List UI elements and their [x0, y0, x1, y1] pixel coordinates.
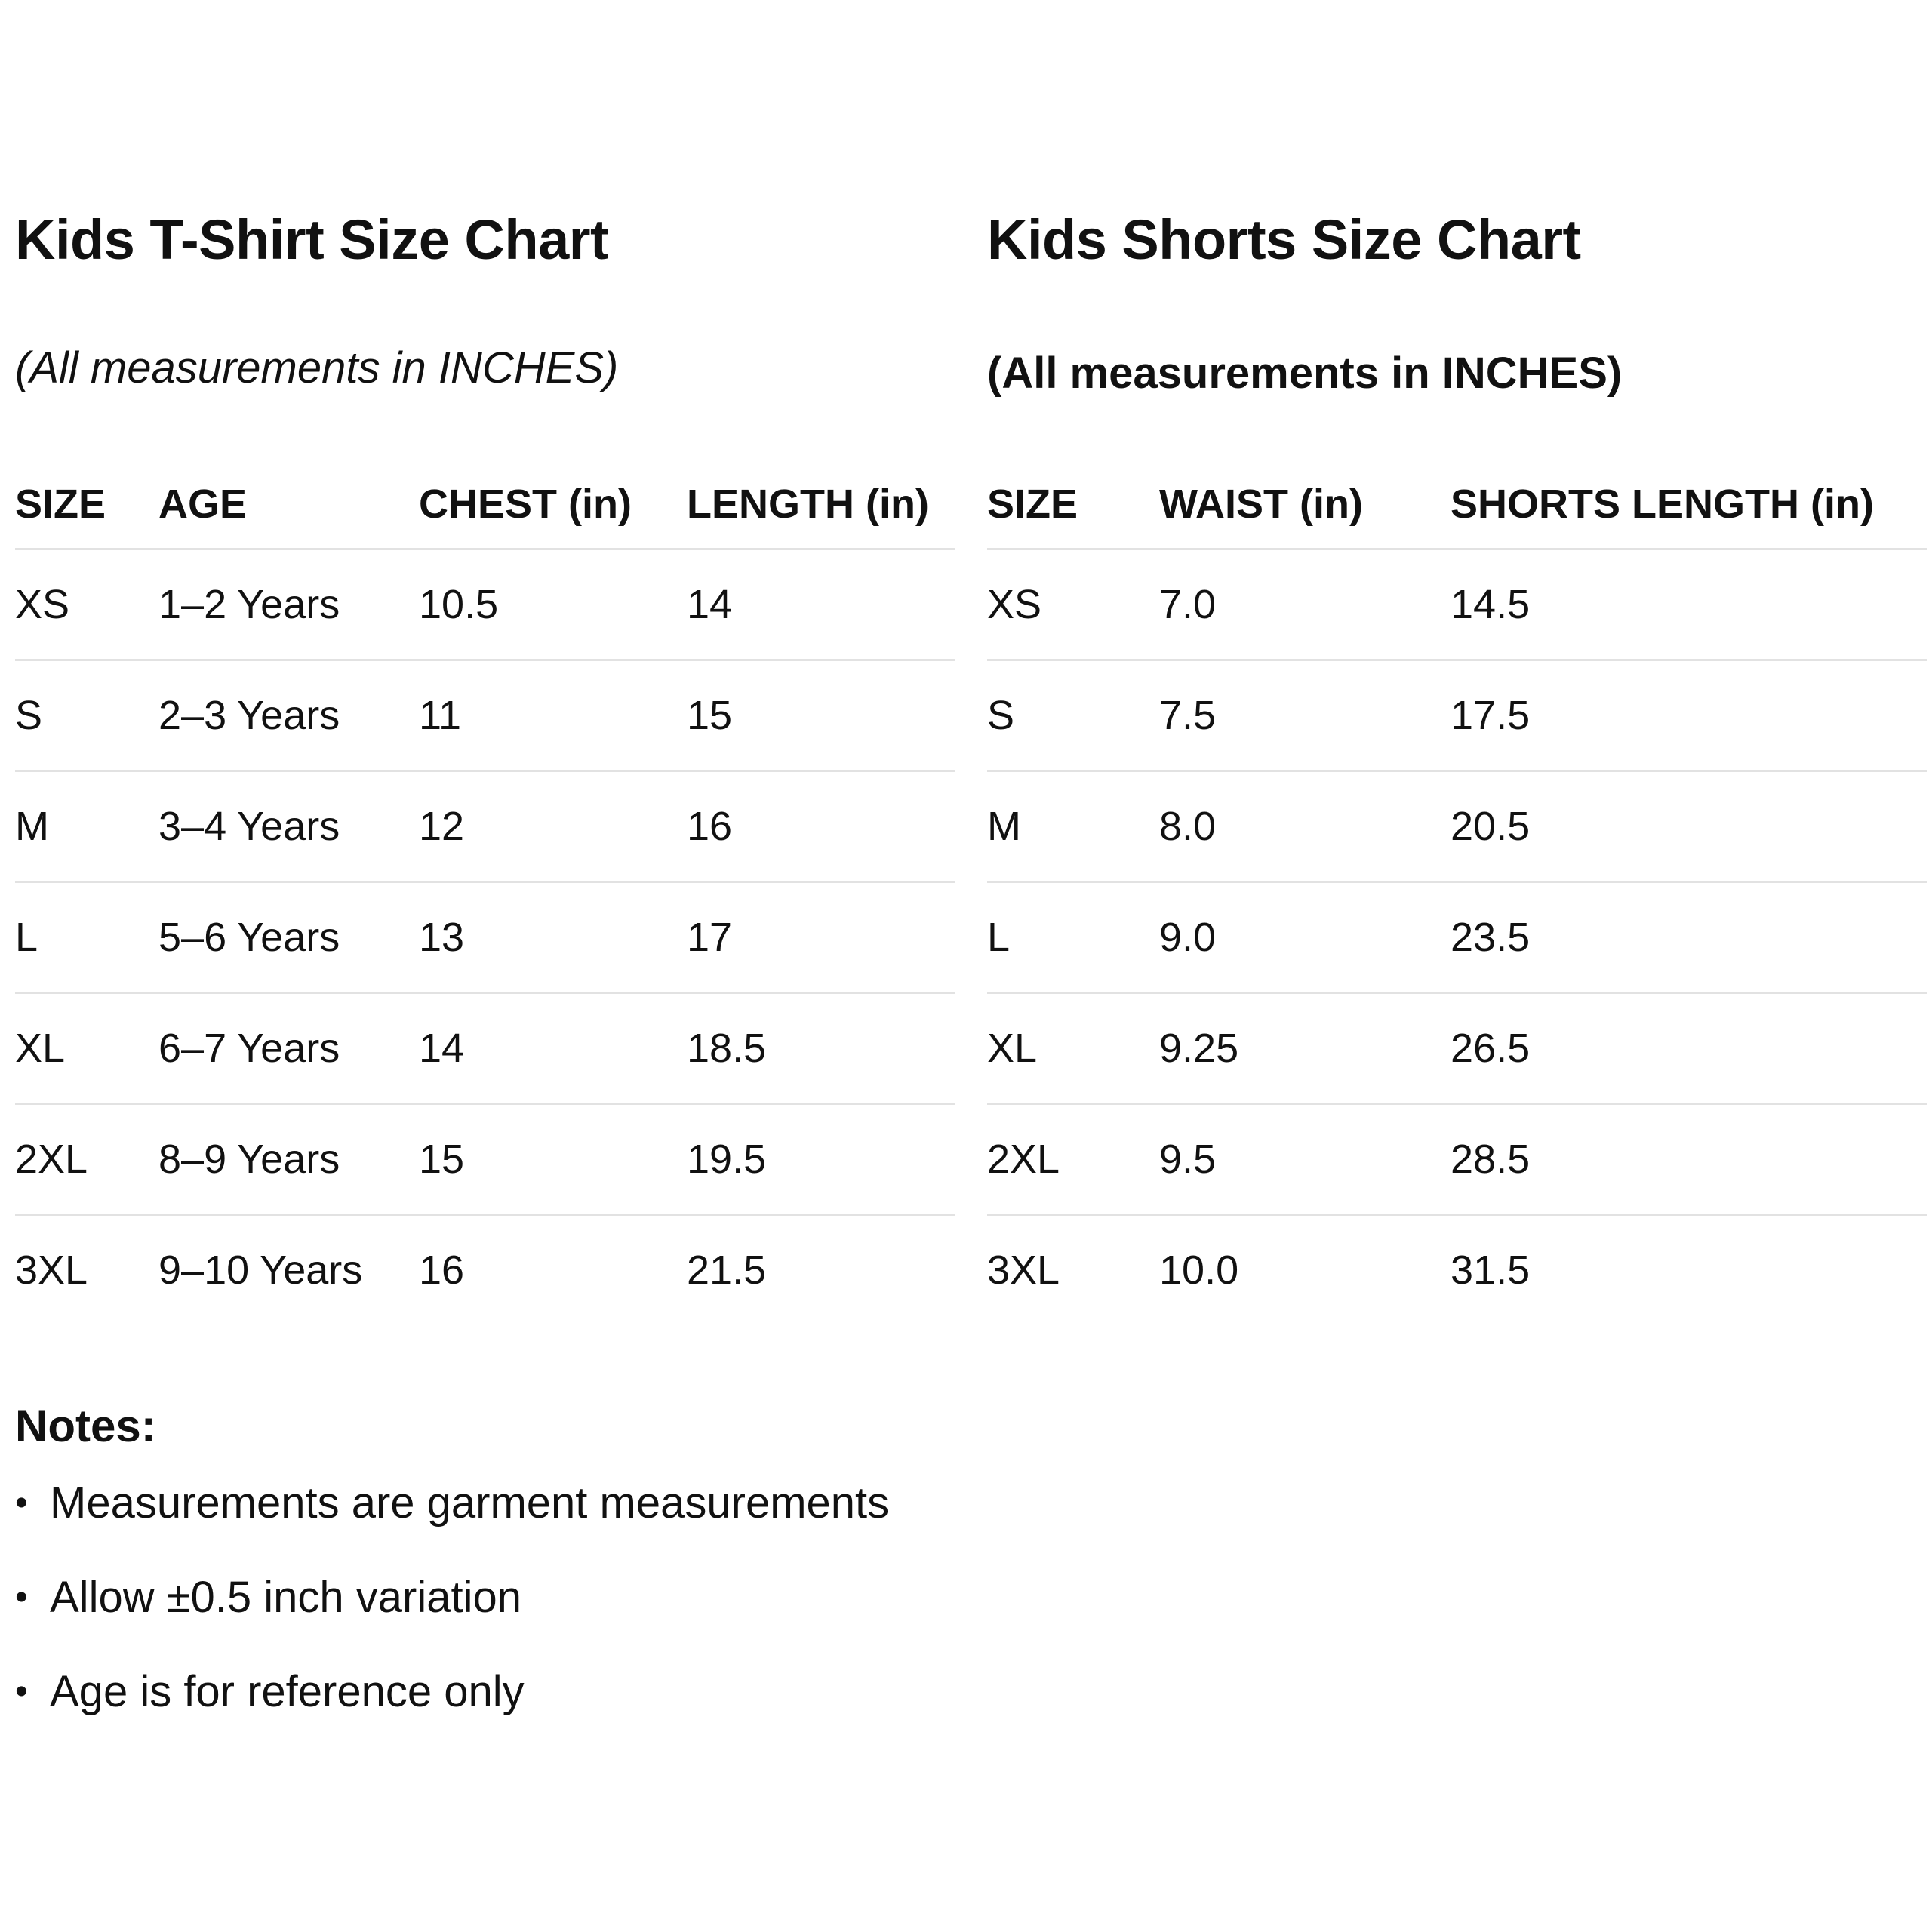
cell-shorts-length: 23.5 [1451, 882, 1927, 993]
cell-age: 1–2 Years [158, 549, 419, 660]
cell-shorts-length: 20.5 [1451, 771, 1927, 882]
table-row [15, 1104, 955, 1215]
bullet-icon: • [15, 1577, 28, 1617]
table-row [15, 771, 955, 882]
list-item [15, 1567, 996, 1628]
table-row [15, 993, 955, 1104]
cell-chest: 11 [419, 660, 687, 771]
cell-waist: 8.0 [1159, 771, 1451, 882]
tshirt-size-chart [15, 204, 955, 1293]
column-header-chest: CHEST (in) [419, 460, 687, 549]
cell-size: XS [15, 549, 158, 660]
cell-age: 3–4 Years [158, 771, 419, 882]
cell-size: L [987, 882, 1159, 993]
cell-size: S [15, 660, 158, 771]
table-row [987, 771, 1927, 882]
cell-size: S [987, 660, 1159, 771]
cell-shorts-length: 31.5 [1451, 1247, 1531, 1293]
bullet-icon: • [15, 1483, 28, 1523]
table-row [987, 1215, 1927, 1325]
cell-chest: 15 [419, 1104, 687, 1215]
bullet-icon: • [15, 1672, 28, 1712]
cell-length: 15 [687, 660, 955, 771]
cell-size: 3XL [15, 1247, 88, 1293]
cell-age: 9–10 Years [158, 1247, 363, 1293]
column-header-age: AGE [158, 460, 419, 549]
cell-age: 6–7 Years [158, 993, 419, 1104]
notes-list [15, 1473, 996, 1722]
cell-shorts-length: 26.5 [1451, 993, 1927, 1104]
list-item [15, 1662, 996, 1722]
tshirt-size-table [15, 460, 955, 1324]
cell-size: 2XL [15, 1104, 158, 1215]
table-row [987, 882, 1927, 993]
cell-length: 16 [687, 771, 955, 882]
shorts-chart-title: Kids Shorts Size Chart [987, 208, 1581, 271]
cell-chest: 13 [419, 882, 687, 993]
cell-size: XL [987, 993, 1159, 1104]
list-item [15, 1473, 996, 1534]
column-header-size: SIZE [987, 460, 1159, 549]
table-row [987, 549, 1927, 660]
cell-size: 3XL [987, 1247, 1060, 1293]
cell-size: M [987, 771, 1159, 882]
note-text: Age is for reference only [50, 1667, 525, 1716]
cell-waist: 7.0 [1159, 549, 1451, 660]
cell-length: 14 [687, 549, 955, 660]
column-header-shorts-length: SHORTS LENGTH (in) [1451, 460, 1927, 549]
notes-heading: Notes: [15, 1401, 156, 1451]
cell-waist: 7.5 [1159, 660, 1451, 771]
cell-length: 21.5 [687, 1247, 767, 1293]
cell-length: 18.5 [687, 993, 955, 1104]
note-text: Measurements are garment measurements [50, 1478, 890, 1527]
table-row [987, 993, 1927, 1104]
note-text: Allow ±0.5 inch variation [50, 1573, 522, 1622]
cell-age: 5–6 Years [158, 882, 419, 993]
tshirt-chart-title: Kids T-Shirt Size Chart [15, 208, 609, 271]
cell-shorts-length: 17.5 [1451, 660, 1927, 771]
cell-waist: 9.25 [1159, 993, 1451, 1104]
table-row [15, 549, 955, 660]
cell-shorts-length: 28.5 [1451, 1104, 1927, 1215]
shorts-size-table [987, 460, 1927, 1324]
cell-age: 8–9 Years [158, 1104, 419, 1215]
table-row [15, 882, 955, 993]
notes-section [15, 1396, 996, 1756]
column-header-size: SIZE [15, 460, 158, 549]
cell-size: M [15, 771, 158, 882]
cell-length: 19.5 [687, 1104, 955, 1215]
cell-chest: 16 [419, 1247, 465, 1293]
cell-size: L [15, 882, 158, 993]
cell-chest: 14 [419, 993, 687, 1104]
column-header-length: LENGTH (in) [687, 460, 955, 549]
cell-waist: 9.5 [1159, 1104, 1451, 1215]
tshirt-chart-subtitle: (All measurements in INCHES) [15, 343, 619, 392]
column-header-waist: WAIST (in) [1159, 460, 1451, 549]
shorts-chart-subtitle: (All measurements in INCHES) [987, 349, 1623, 398]
table-header-row [15, 460, 955, 549]
table-row [987, 1104, 1927, 1215]
cell-waist: 9.0 [1159, 882, 1451, 993]
cell-length: 17 [687, 882, 955, 993]
table-row [15, 1215, 955, 1325]
cell-waist: 10.0 [1159, 1247, 1239, 1293]
table-header-row [987, 460, 1927, 549]
cell-size: 2XL [987, 1104, 1159, 1215]
cell-shorts-length: 14.5 [1451, 549, 1927, 660]
table-row [987, 660, 1927, 771]
shorts-size-chart [987, 204, 1927, 1293]
cell-chest: 12 [419, 771, 687, 882]
cell-size: XL [15, 993, 158, 1104]
cell-size: XS [987, 549, 1159, 660]
table-row [15, 660, 955, 771]
cell-age: 2–3 Years [158, 660, 419, 771]
cell-chest: 10.5 [419, 549, 687, 660]
